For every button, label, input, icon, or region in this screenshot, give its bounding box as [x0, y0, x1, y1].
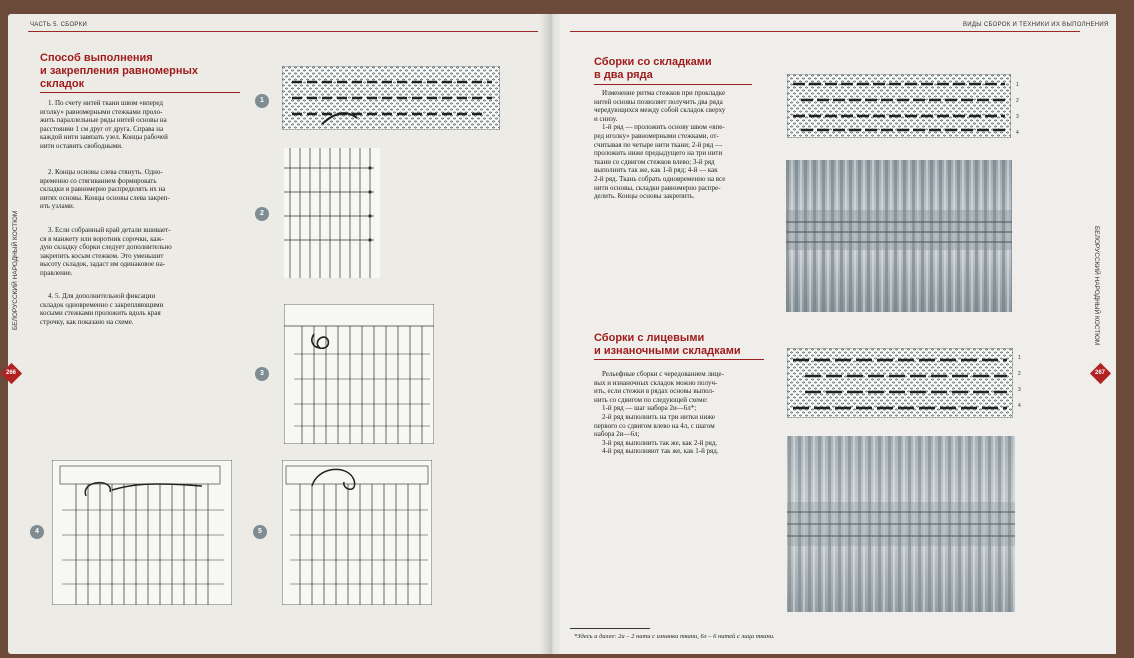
paragraph-3 [40, 226, 240, 278]
figure-badge-1: 1 [255, 94, 269, 108]
text-line: нити оставить свободными. [40, 141, 123, 150]
text-line: выполнить так же, как 1-й ряд; 4-й — как [594, 166, 718, 175]
text-line: правление. [40, 268, 73, 277]
text-line: считывая по четыре нити ткани; 2-й ряд — [594, 140, 723, 149]
row-number: 2 [1016, 98, 1019, 104]
text-line: нитях основы. Концы основы слева закреп- [40, 193, 170, 202]
title-line: в два ряда [594, 69, 653, 81]
title-line: Сборки с лицевыми [594, 332, 705, 344]
text-line: Изменение ритма стежков при прокладке [602, 89, 726, 97]
text-line: закрепить косым стежком. Это уменьшит [40, 251, 164, 260]
text-line: 1-й ряд — проложить основу швом «впе- [602, 123, 725, 132]
text-line: нитей основы позволяет получить два ряда [594, 97, 723, 106]
title-line: Сборки со складками [594, 56, 712, 68]
title-line: Способ выполнения [40, 52, 153, 64]
left-section-title [40, 52, 198, 91]
title-line: и закрепления равномерных [40, 65, 199, 77]
text-line: дую складку сборки следует дополнительно [40, 243, 172, 252]
text-line: жить параллельные ряды нитей основы на [40, 116, 167, 125]
right-header-rule [570, 31, 1080, 32]
text-line: делить. Концы основы закрепить. [594, 192, 695, 201]
text-line: расстоянии 1 см друг от друга. Справа на [40, 124, 164, 133]
section1-paragraph [594, 89, 759, 201]
text-line: нить со сдвигом по следующей схеме: [594, 395, 708, 404]
row-number: 4 [1016, 130, 1019, 136]
text-line: временно со стягиванием формировать [40, 176, 157, 185]
figure-5-diagram [282, 460, 432, 605]
figure-3-diagram [284, 304, 434, 444]
text-line: набора 2и—6л; [594, 430, 640, 439]
right-section1-title [594, 56, 712, 82]
row-number: 3 [1018, 387, 1021, 393]
section2-underline [594, 359, 764, 360]
text-line: нити основы, складки равномерно распре- [594, 183, 721, 192]
section2-stitch-diagram [787, 348, 1013, 418]
text-line: иголку» равномерными стежками проло- [40, 107, 163, 116]
left-running-header: ЧАСТЬ 5. СБОРКИ [30, 22, 88, 28]
text-line: чередующихся между собой складок сверху [594, 106, 726, 115]
right-page-number: 267 [1094, 370, 1105, 376]
section2-paragraph [594, 370, 754, 456]
text-line: и снизу. [594, 114, 618, 123]
text-line: 4. 5. Для дополнительной фиксации [48, 292, 156, 300]
title-line: и изнаночными складками [594, 345, 741, 357]
text-line: 3. Если собранный край детали вшивает- [48, 226, 171, 234]
row-number: 1 [1016, 82, 1019, 88]
right-side-label: БЕЛОРУССКИЙ НАРОДНЫЙ КОСТЮМ [1093, 226, 1100, 346]
left-title-underline [40, 92, 240, 93]
figure-badge-2: 2 [255, 207, 269, 221]
figure-4-diagram [52, 460, 232, 605]
footnote: *Здесь и далее: 2и – 2 нити с изнанки ткани, 6л – 6 нитей с лица ткани. [574, 633, 775, 640]
text-line: ред иголку» равномерными стежками, от- [594, 131, 719, 140]
text-line: складки и равномерно распределять их на [40, 185, 166, 194]
text-line: ить узлами. [40, 202, 75, 211]
text-line: высоту складок, задаст им одинаковое на- [40, 260, 166, 269]
text-line: ить, если стежки в рядах основы выпол- [594, 387, 715, 396]
section1-stitch-diagram [787, 74, 1011, 138]
row-number: 4 [1018, 403, 1021, 409]
text-line: 4-й ряд выполняют так же, как 1-й ряд. [602, 447, 719, 456]
text-line: косыми стежками проложить вдоль края [40, 309, 161, 318]
text-line: строчку, как показано на схеме. [40, 317, 134, 326]
paragraph-1 [40, 99, 240, 151]
text-line: проложить ниже предыдущего на три нити [594, 149, 723, 158]
left-header-rule [28, 31, 538, 32]
paragraph-2 [40, 168, 240, 211]
text-line: каждой нити завязать узел. Концы рабочей [40, 133, 168, 142]
section1-gathered-fabric-photo [786, 160, 1012, 312]
section1-underline [594, 84, 752, 85]
text-line: 1-й ряд — шаг набора 2и—6л*; [602, 404, 697, 413]
figure-badge-3: 3 [255, 367, 269, 381]
text-line: складок одновременно с закрепляющими [40, 300, 164, 309]
title-line: складок [40, 78, 85, 90]
text-line: 3-й ряд выполнить так же, как 2-й ряд. [602, 438, 718, 447]
paragraph-4 [40, 292, 240, 326]
text-line: ткани со сдвигом стежков влево; 3-й ряд [594, 157, 715, 166]
text-line: вых и изнаночных складок можно получ- [594, 378, 718, 387]
text-line: 1. По счету нитей ткани швом «вперед [48, 99, 163, 107]
text-line: 2-й ряд. Ткань собрать одновременно на все [594, 174, 726, 183]
row-number: 3 [1016, 114, 1019, 120]
right-running-header: ВИДЫ СБОРОК И ТЕХНИКИ ИХ ВЫПОЛНЕНИЯ [963, 22, 1109, 28]
row-number: 2 [1018, 371, 1021, 377]
text-line: ся в манжету или воротник сорочки, каж- [40, 234, 164, 243]
figure-1-diagram [282, 66, 500, 130]
section2-gathered-fabric-photo [787, 436, 1015, 612]
text-line: первого со сдвигом влево на 4л, с шагом [594, 421, 715, 430]
text-line: 2-й ряд выполнить на три нитки ниже [602, 412, 716, 421]
footnote-rule [570, 628, 650, 629]
text-line: Рельефные сборки с чередованием лице- [602, 370, 724, 378]
left-page-number: 266 [5, 370, 16, 376]
row-number: 1 [1018, 355, 1021, 361]
text-line: 2. Концы основы слева стянуть. Одно- [48, 168, 163, 176]
figure-badge-5: 5 [253, 525, 267, 539]
figure-badge-4: 4 [30, 525, 44, 539]
left-side-label: БЕЛОРУССКИЙ НАРОДНЫЙ КОСТЮМ [12, 210, 19, 330]
right-section2-title [594, 332, 741, 358]
figure-2-diagram [284, 148, 380, 278]
